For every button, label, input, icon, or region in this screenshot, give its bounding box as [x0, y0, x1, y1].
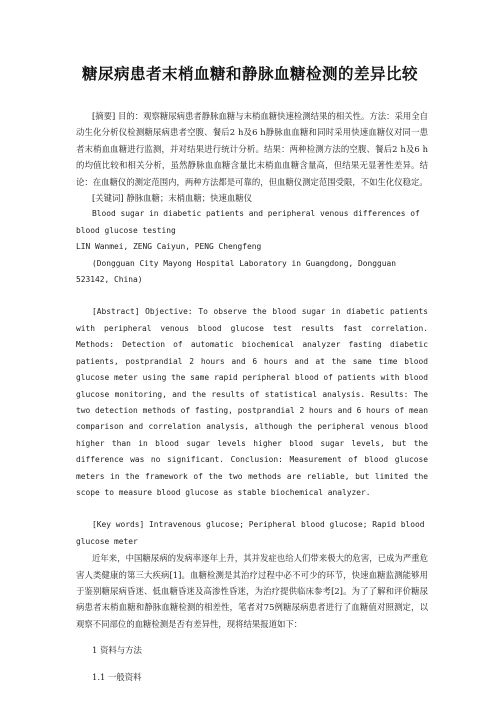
section-heading-1: 1 资料与方法 [92, 645, 142, 656]
affiliation-en: (Dongguan City Mayong Hospital Laboratory in Guangdong, Dongguan 523142, China) [76, 258, 397, 285]
abstract-cn: [摘要] 目的：观察糖尿病患者静脉血糖与末梢血糖快速检测结果的相关性。方法：采用全自动生化分析仪检测糖尿病患者空腹、餐后2 h及6 h静脉血血糖和同时采用快速血糖仪对同一患者末梢血血糖进行监测，并对结果进行统计分析。结果：两种检测方法的空腹、餐后2 h及6 h的均值比较和相关分析，虽然静脉血血糖含量比末梢血血糖含量高，但结果无显著性差异。结论：在血糖仪的测定范围内，两种方法都是可靠的，但血糖仪测定范围受限，不如生化仪稳定。 [76, 111, 428, 187]
intro-paragraph: 近年来，中国糖尿病的发病率逐年上升，其并发症也给人们带来极大的危害，已成为严重危害人类健康的第三大疾病[1]。血糖检测是其治疗过程中必不可少的环节，快速血糖监测能够用于鉴别糖尿病昏迷、低血糖昏迷及高渗性昏迷，为治疗提供临床参考[2]。为了了解和评价糖尿病患者末梢血糖和静脉血糖检测的相差性，笔者对75例糖尿病患者进行了血糖值对照测定，以观察不同部位的血糖检测是否有差异性，现将结果报道如下： [76, 553, 428, 629]
keywords-en: [Key words] Intravenous glucose; Peripheral blood glucose; Rapid blood glucose meter [76, 520, 425, 546]
spacer [76, 501, 428, 517]
spacer [76, 288, 428, 304]
authors-en: LIN Wanmei, ZENG Caiyun, PENG Chengfeng [76, 242, 262, 252]
spacer [76, 632, 428, 642]
paper-body [76, 108, 428, 685]
section-heading-1-1: 1.1 一般资料 [92, 671, 142, 682]
paper-title: 糖尿病患者末梢血糖和静脉血糖检测的差异比较 [81, 65, 418, 83]
keywords-cn: [关键词] 静脉血糖；末梢血糖；快速血糖仪 [92, 193, 252, 204]
abstract-en: [Abstract] Objective: To observe the blood sugar in diabetic patients with peripheral venous blood glucose test results fast correlation. Methods: Detection of automatic biochemical analyzer fasting diabetic patients, postprandial 2 hours and 6 hours and at the same time blood glucose meter using the same rapid peripheral blood of patients with blood glucose monitoring, and the results of statistical analysis. Results: The two detection methods of fasting, postprandial 2 hours and 6 hours of mean comparison and correlation analysis, although the peripheral venous blood higher than in blood sugar levels higher blood sugar levels, but the difference was no significant. Conclusion: Measurement of blood glucose meters in the framework of the two methods are reliable, but limited the scope to measure blood glucose as stable biochemical analyzer. [76, 307, 428, 497]
spacer [76, 659, 428, 669]
title-en: Blood sugar in diabetic patients and peripheral venous differences of blood glucose testing [76, 209, 420, 235]
